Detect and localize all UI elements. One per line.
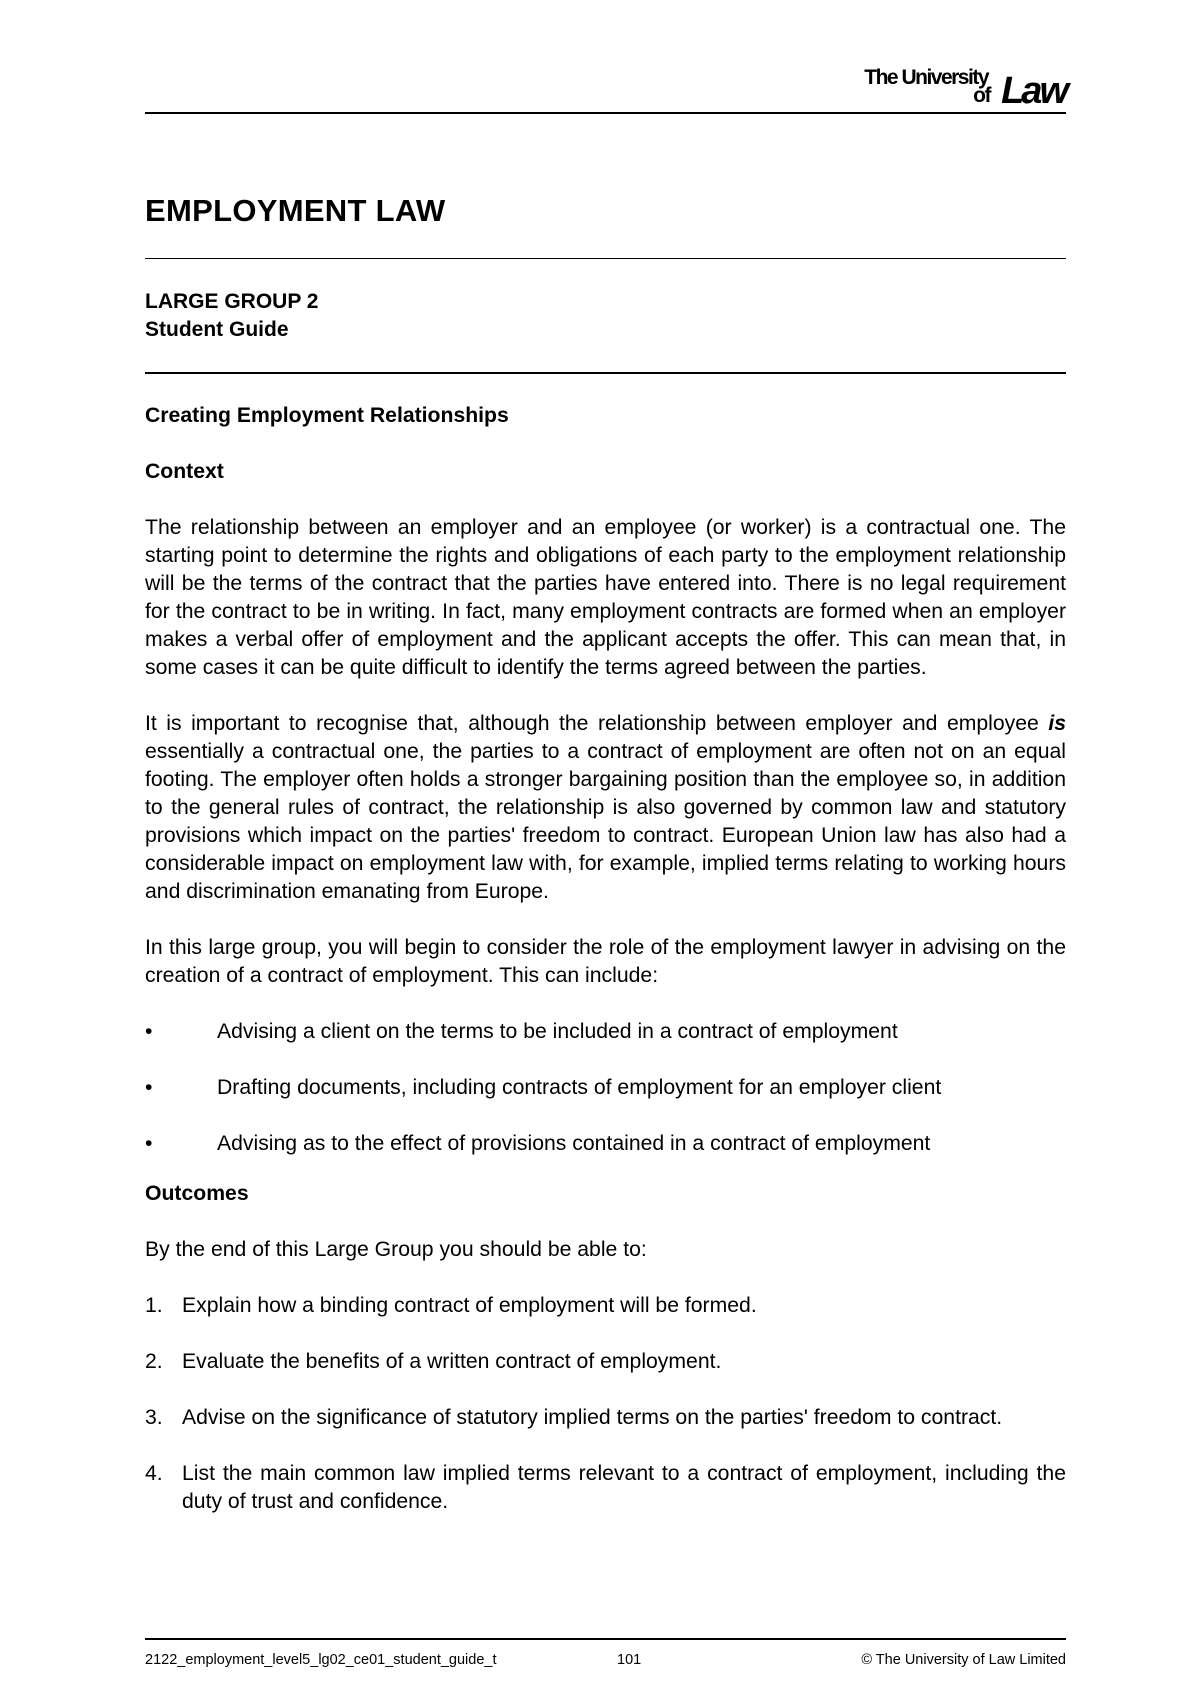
outcomes-intro: By the end of this Large Group you should be able to: xyxy=(145,1238,647,1261)
outcome-item xyxy=(145,1460,1066,1516)
context-paragraph-2 xyxy=(145,710,1066,906)
document-page xyxy=(145,0,1066,1698)
bullet-text: Advising a client on the terms to be included in a contract of employment xyxy=(217,1020,898,1043)
para2-text-before: It is important to recognise that, although the relationship between employer and employee xyxy=(145,712,1049,735)
subtitle-group: LARGE GROUP 2 xyxy=(145,290,319,313)
document-title: EMPLOYMENT LAW xyxy=(145,193,446,228)
outcome-number: 2. xyxy=(145,1350,163,1373)
outcome-number: 4. xyxy=(145,1462,163,1485)
title-divider xyxy=(145,258,1066,259)
footer-copyright: © The University of Law Limited xyxy=(861,1652,1066,1668)
outcome-item xyxy=(145,1292,1066,1320)
outcome-item xyxy=(145,1404,1066,1432)
outcome-number: 1. xyxy=(145,1294,163,1317)
university-of-law-logo xyxy=(846,66,1066,110)
para2-text-after: essentially a contractual one, the parties to a contract of employment are often not on an equal footing. The employer often holds a stronger bargaining position than the employee so, in addition to the general rules of contract, the relationship is also governed by common law and statutory provisions which impact on the parties' freedom to contract. European Union law has also had a considerable impact on employment law with, for example, implied terms relating to working hours and discrimination emanating from Europe. xyxy=(145,740,1066,903)
list-item xyxy=(145,1074,1066,1102)
outcome-item xyxy=(145,1348,1066,1376)
footer-divider xyxy=(145,1638,1066,1640)
logo-text-university: The University xyxy=(864,66,988,89)
footer-file-reference: 2122_employment_level5_lg02_ce01_student_guide_t xyxy=(145,1652,497,1668)
document-subtitle xyxy=(145,288,318,344)
document-body xyxy=(145,402,1066,1544)
logo-text-law: Law xyxy=(1001,70,1066,112)
context-paragraph-1: The relationship between an employer and an employee (or worker) is a contractual one. The starting point to determine the rights and obligations of each party to the employment relationship will be the terms of the contract that the parties have entered into. There is no legal requirement for the contract to be in writing. In fact, many employment contracts are formed when an employer makes a verbal offer of employment and the applicant accepts the offer. This can mean that, in some cases it can be quite difficult to identify the terms agreed between the parties. xyxy=(145,516,1066,679)
header-divider xyxy=(145,112,1066,114)
outcome-number: 3. xyxy=(145,1406,163,1429)
bullet-symbol: • xyxy=(145,1076,153,1099)
list-item xyxy=(145,1130,1066,1158)
bullet-symbol: • xyxy=(145,1132,153,1155)
outcome-text: Explain how a binding contract of employment will be formed. xyxy=(182,1294,757,1317)
outcomes-heading: Outcomes xyxy=(145,1182,249,1205)
list-item xyxy=(145,1018,1066,1046)
bullet-symbol: • xyxy=(145,1020,153,1043)
bullet-text: Drafting documents, including contracts of employment for an employer client xyxy=(217,1076,942,1099)
section-heading: Creating Employment Relationships xyxy=(145,404,509,427)
subtitle-guide: Student Guide xyxy=(145,318,289,341)
context-heading: Context xyxy=(145,460,224,483)
para2-emphasis: is xyxy=(1048,712,1066,735)
subtitle-divider xyxy=(145,372,1066,374)
logo-text-of: of xyxy=(973,84,990,107)
outcome-text: List the main common law implied terms relevant to a contract of employment, including the duty of trust and confidence. xyxy=(182,1462,1066,1513)
context-paragraph-3: In this large group, you will begin to consider the role of the employment lawyer in advising on the creation of a contract of employment. This can include: xyxy=(145,936,1066,987)
bullet-text: Advising as to the effect of provisions contained in a contract of employment xyxy=(217,1132,931,1155)
footer-page-number: 101 xyxy=(617,1652,642,1668)
outcome-text: Advise on the significance of statutory implied terms on the parties' freedom to contract. xyxy=(182,1406,1003,1429)
outcome-text: Evaluate the benefits of a written contract of employment. xyxy=(182,1350,722,1373)
